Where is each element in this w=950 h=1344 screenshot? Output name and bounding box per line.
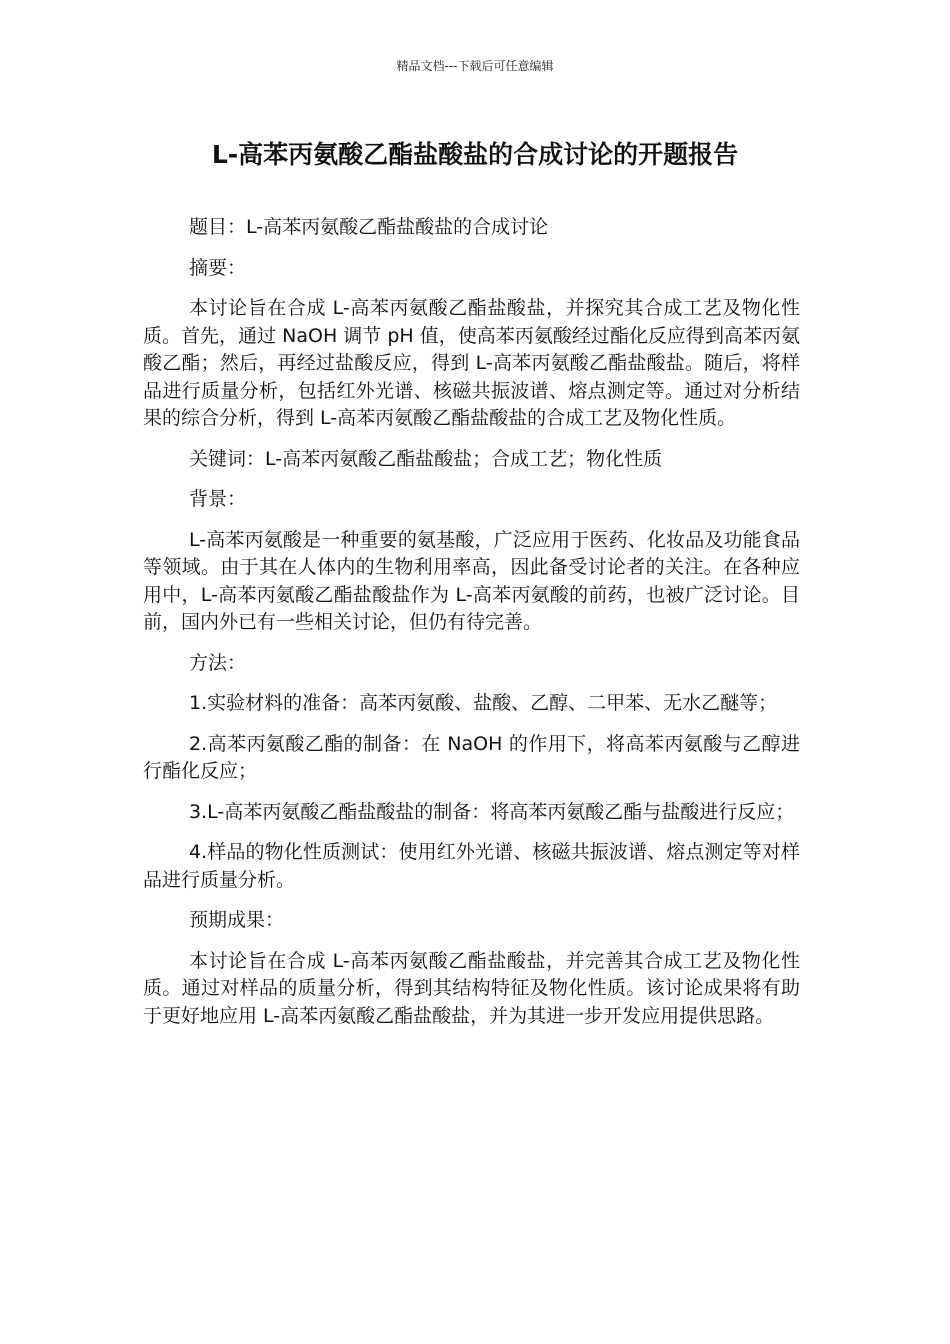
background-paragraph: L-高苯丙氨酸是一种重要的氨基酸，广泛应用于医药、化妆品及功能食品等领域。由于其在人体内的生物利用率高，因此备受讨论者的关注。在各种应用中，L-高苯丙氨酸乙酯盐酸盐作为 L-高苯丙氨酸的前药，也被广泛讨论。目前，国内外已有一些相关讨论，但仍有待完善。: [143, 528, 800, 633]
document-title: L-高苯丙氨酸乙酯盐酸盐的合成讨论的开题报告: [211, 140, 739, 169]
expected-results-heading: 预期成果：: [189, 909, 285, 931]
method-step-1: 1.实验材料的准备：高苯丙氨酸、盐酸、乙醇、二甲苯、无水乙醚等；: [189, 692, 778, 714]
document-body: [143, 214, 800, 1043]
background-heading: 背景：: [189, 488, 247, 510]
abstract-heading: 摘要：: [189, 256, 247, 279]
methods-heading: 方法：: [189, 651, 247, 674]
topic-line: 题目：L-高苯丙氨酸乙酯盐酸盐的合成讨论: [189, 216, 549, 238]
expected-results-paragraph: 本讨论旨在合成 L-高苯丙氨酸乙酯盐酸盐，并完善其合成工艺及物化性质。通过对样品的质量分析，得到其结构特征及物化性质。该讨论成果将有助于更好地应用 L-高苯丙氨酸乙酯盐酸盐，并为其进一步开发应用提供思路。: [143, 949, 800, 1027]
method-step-3: 3.L-高苯丙氨酸乙酯盐酸盐的制备：将高苯丙氨酸乙酯与盐酸进行反应；: [189, 800, 795, 823]
method-step-4: 4.样品的物化性质测试：使用红外光谱、核磁共振波谱、熔点测定等对样品进行质量分析。: [143, 841, 800, 891]
method-step-2: 2.高苯丙氨酸乙酯的制备：在 NaOH 的作用下，将高苯丙氨酸与乙醇进行酯化反应；: [143, 732, 800, 782]
abstract-paragraph: 本讨论旨在合成 L-高苯丙氨酸乙酯盐酸盐，并探究其合成工艺及物化性质。首先，通过 NaOH 调节 pH 值，使高苯丙氨酸经过酯化反应得到高苯丙氨酸乙酯；然后，再经过盐酸反应，得到 L-高苯丙氨酸乙酯盐酸盐。随后，将样品进行质量分析，包括红外光谱、核磁共振波谱、熔点测定等。通过对分析结果的综合分析，得到 L-高苯丙氨酸乙酯盐酸盐的合成工艺及物化性质。: [143, 297, 800, 429]
header-note: 精品文档---下载后可任意编辑: [396, 59, 554, 73]
keywords-line: 关键词：L-高苯丙氨酸乙酯盐酸盐；合成工艺；物化性质: [189, 447, 663, 470]
